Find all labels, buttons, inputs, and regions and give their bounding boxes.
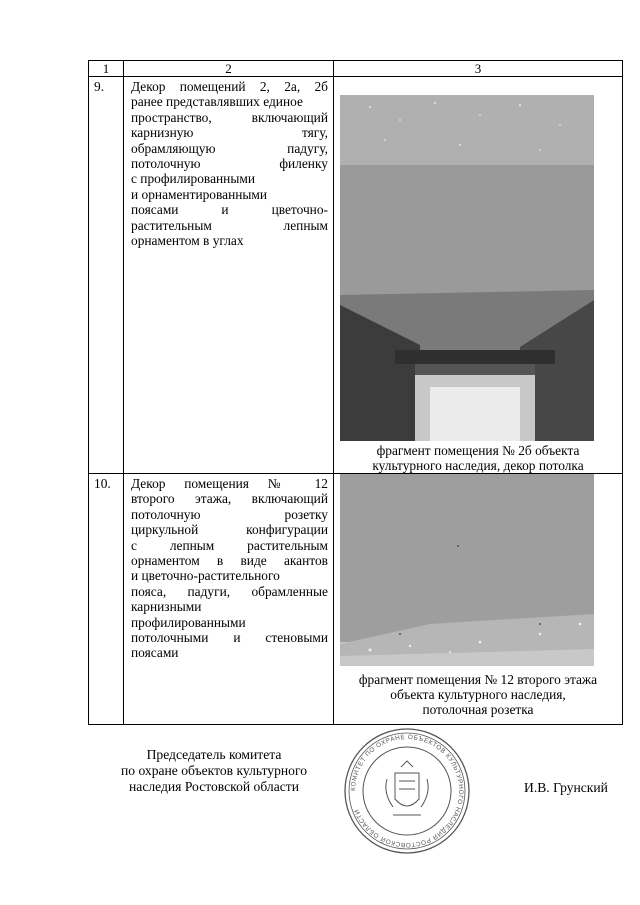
description-line: потолочную филенку <box>131 156 328 172</box>
caption-line: потолочная розетка <box>422 702 534 717</box>
description-line: поясами <box>131 645 179 661</box>
ceiling-decor-photo <box>340 95 594 441</box>
description-line: поясами и цветочно- <box>131 202 328 218</box>
column-header-2: 2 <box>124 61 334 77</box>
ceiling-rosette-photo <box>340 474 594 666</box>
description-line: растительным лепным <box>131 217 328 233</box>
description-line: потолочными и стеновыми <box>131 630 328 646</box>
seal-text: КОМИТЕТ ПО ОХРАНЕ ОБЪЕКТОВ КУЛЬТУРНОГО НАСЛЕДИЯ РОСТОВСКОЙ ОБЛАСТИ <box>349 733 465 849</box>
description-line: и орнаментированными <box>131 186 268 202</box>
row-description <box>124 474 334 725</box>
svg-text:КОМИТЕТ ПО ОХРАНЕ ОБЪЕКТОВ КУЛ <box>350 734 464 848</box>
description-line: потолочную розетку <box>131 506 328 522</box>
position-line: Председатель комитета <box>146 747 282 762</box>
description-line: второго этажа, включающий <box>131 491 328 507</box>
description-line: обрамляющую падугу, <box>131 140 328 156</box>
row-photo-cell <box>334 474 623 725</box>
signatory-position <box>98 747 330 795</box>
caption-line: объекта культурного наследия, <box>390 687 566 702</box>
description-line: Декор помещений 2, 2а, 2б <box>131 79 328 94</box>
column-header-1: 1 <box>89 61 124 77</box>
description-line: ранее представлявших единое <box>131 94 303 110</box>
heritage-table <box>88 60 623 725</box>
column-header-3: 3 <box>334 61 623 77</box>
caption-line: фрагмент помещения № 12 второго этажа <box>358 672 598 687</box>
table-header-row <box>89 61 623 77</box>
official-seal <box>343 727 471 855</box>
description-line: карнизными <box>131 599 202 615</box>
description-line: Декор помещения № 12 <box>131 476 328 491</box>
row-number: 9. <box>89 77 124 474</box>
row-description <box>124 77 334 474</box>
row-number: 10. <box>89 474 124 725</box>
signer-name: И.В. Грунский <box>524 780 608 795</box>
position-line: по охране объектов культурного <box>120 763 308 778</box>
description-line: орнаментом в виде акантов <box>131 553 328 569</box>
description-line: с лепным растительным <box>131 537 328 553</box>
description-line: профилированными <box>131 614 246 630</box>
caption-line: культурного наследия, декор потолка <box>372 458 584 473</box>
table-row-9 <box>89 77 623 474</box>
photo-caption <box>334 672 622 717</box>
row-photo-cell <box>334 77 623 474</box>
description-line: орнаментом в углах <box>131 233 244 249</box>
table-row-10 <box>89 474 623 725</box>
photo-caption <box>334 443 622 473</box>
description-line: и цветочно-растительного <box>131 568 280 584</box>
description-line: пространство, включающий <box>131 109 328 125</box>
position-line: наследия Ростовской области <box>129 779 299 794</box>
caption-line: фрагмент помещения № 2б объекта <box>376 443 580 458</box>
description-line: с профилированными <box>131 171 255 187</box>
description-line: карнизную тягу, <box>131 125 328 141</box>
description-line: циркульной конфигурации <box>131 522 328 538</box>
description-line: пояса, падуги, обрамленные <box>131 583 328 599</box>
